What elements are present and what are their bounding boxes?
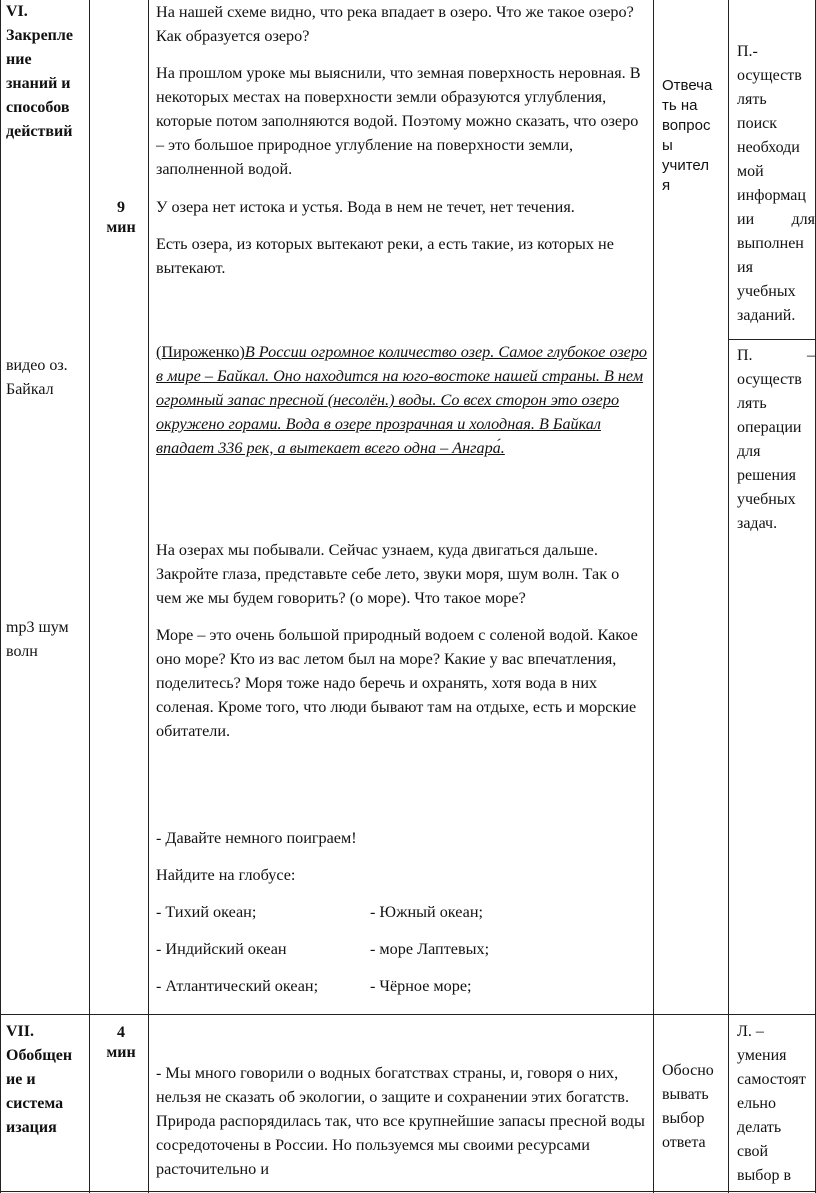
globe-item: - Индийский океан: [156, 940, 287, 958]
stage-cell: VII. Обобщен ие и система изация: [6, 1023, 73, 1136]
globe-item: - Тихий океан;: [156, 903, 257, 921]
stage-cell: VI. Закрепле ние знаний и способов действий: [6, 3, 73, 140]
resource-video: видео оз. Байкал: [6, 357, 68, 398]
time-cell: 4 мин: [106, 1024, 136, 1061]
uud-divider: [728, 339, 816, 340]
resource-audio: mp3 шум волн: [6, 619, 69, 660]
paragraph: У озера нет истока и устья. Вода в нем не течет, нет течения.: [156, 198, 575, 216]
paragraph: - Мы много говорили о водных богатствах страны, и, говоря о них, нельзя не сказать об экологии, о защите и сохранении этих богатств. Природа распорядилась так, что все крупнейшие запасы пресной воды сосредоточены в России. Но пользуемся мы своими ресурсами расточительно и: [156, 1064, 645, 1178]
paragraph: - Давайте немного поиграем!: [156, 829, 357, 847]
content-game: [156, 826, 648, 998]
globe-item: - Чёрное море;: [370, 977, 472, 995]
globe-item: - Южный океан;: [370, 903, 483, 921]
globe-item: - Атлантический океан;: [156, 977, 319, 995]
globe-row: [156, 900, 648, 924]
quote-block: [156, 340, 648, 460]
quote-text: В России огромное количество озер. Самое глубокое озеро в мире – Байкал. Оно находится на юго-востоке нашей страны. В нем огромный запас пресной (несолён.) воды. Со всех сторон это озеро окружено горами. Вода в озере прозрачная и холодная. В Байкал впадает 336 рек, а вытекает всего одна – Ангара́.: [156, 343, 648, 457]
student-activity-cell: Обосно вывать выбор ответа: [662, 1062, 714, 1151]
paragraph: На прошлом уроке мы выяснили, что земная поверхность неровная. В некоторых местах на поверхности земли образуются углубления, которые потом заполняются водой. Поэтому можно сказать, что озеро – это большое природное углубление на поверхности земли, заполненной водой.: [156, 64, 641, 178]
paragraph: Найдите на глобусе:: [156, 866, 296, 884]
content-sea: [156, 538, 648, 743]
speaker-name: (Пироженко): [156, 343, 245, 361]
uud-cell-operations: П. – осуществ лять операции для решения учебных задач.: [737, 347, 815, 532]
uud-cell-search: П.- осуществ лять поиск необходи мой информац ии для выполнен ия учебных заданий.: [737, 43, 815, 324]
paragraph: На озерах мы побывали. Сейчас узнаем, куда двигаться дальше. Закройте глаза, представьте себе лето, звуки моря, шум волн. Так о чем же мы будем говорить? (о море). Что такое море?: [156, 541, 620, 607]
paragraph: Море – это очень большой природный водоем с соленой водой. Какое оно море? Кто из вас летом был на море? Какие у вас впечатления, поделитесь? Моря тоже надо беречь и охранять, хотя вода в них соленая. Кроме того, что люди бывают там на отдыхе, есть и морские обитатели.: [156, 626, 638, 740]
row-divider: [0, 1014, 816, 1015]
globe-row: [156, 937, 648, 961]
uud-cell-personal: Л. – умения самостоят ельно делать свой выбор в: [737, 1023, 806, 1184]
time-cell: 9 мин: [106, 199, 136, 236]
student-activity-cell: Отвеча ть на вопрос ы учител я: [662, 77, 713, 194]
paragraph: На нашей схеме видно, что река впадает в озеро. Что же такое озеро? Как образуется озеро?: [156, 3, 634, 45]
content-cell: [156, 0, 648, 280]
table-border-bottom: [0, 1191, 816, 1192]
content-cell: [156, 1061, 648, 1181]
globe-item: - море Лаптевых;: [370, 940, 490, 958]
globe-row: [156, 974, 648, 998]
paragraph: Есть озера, из которых вытекают реки, а есть такие, из которых не вытекают.: [156, 235, 614, 277]
